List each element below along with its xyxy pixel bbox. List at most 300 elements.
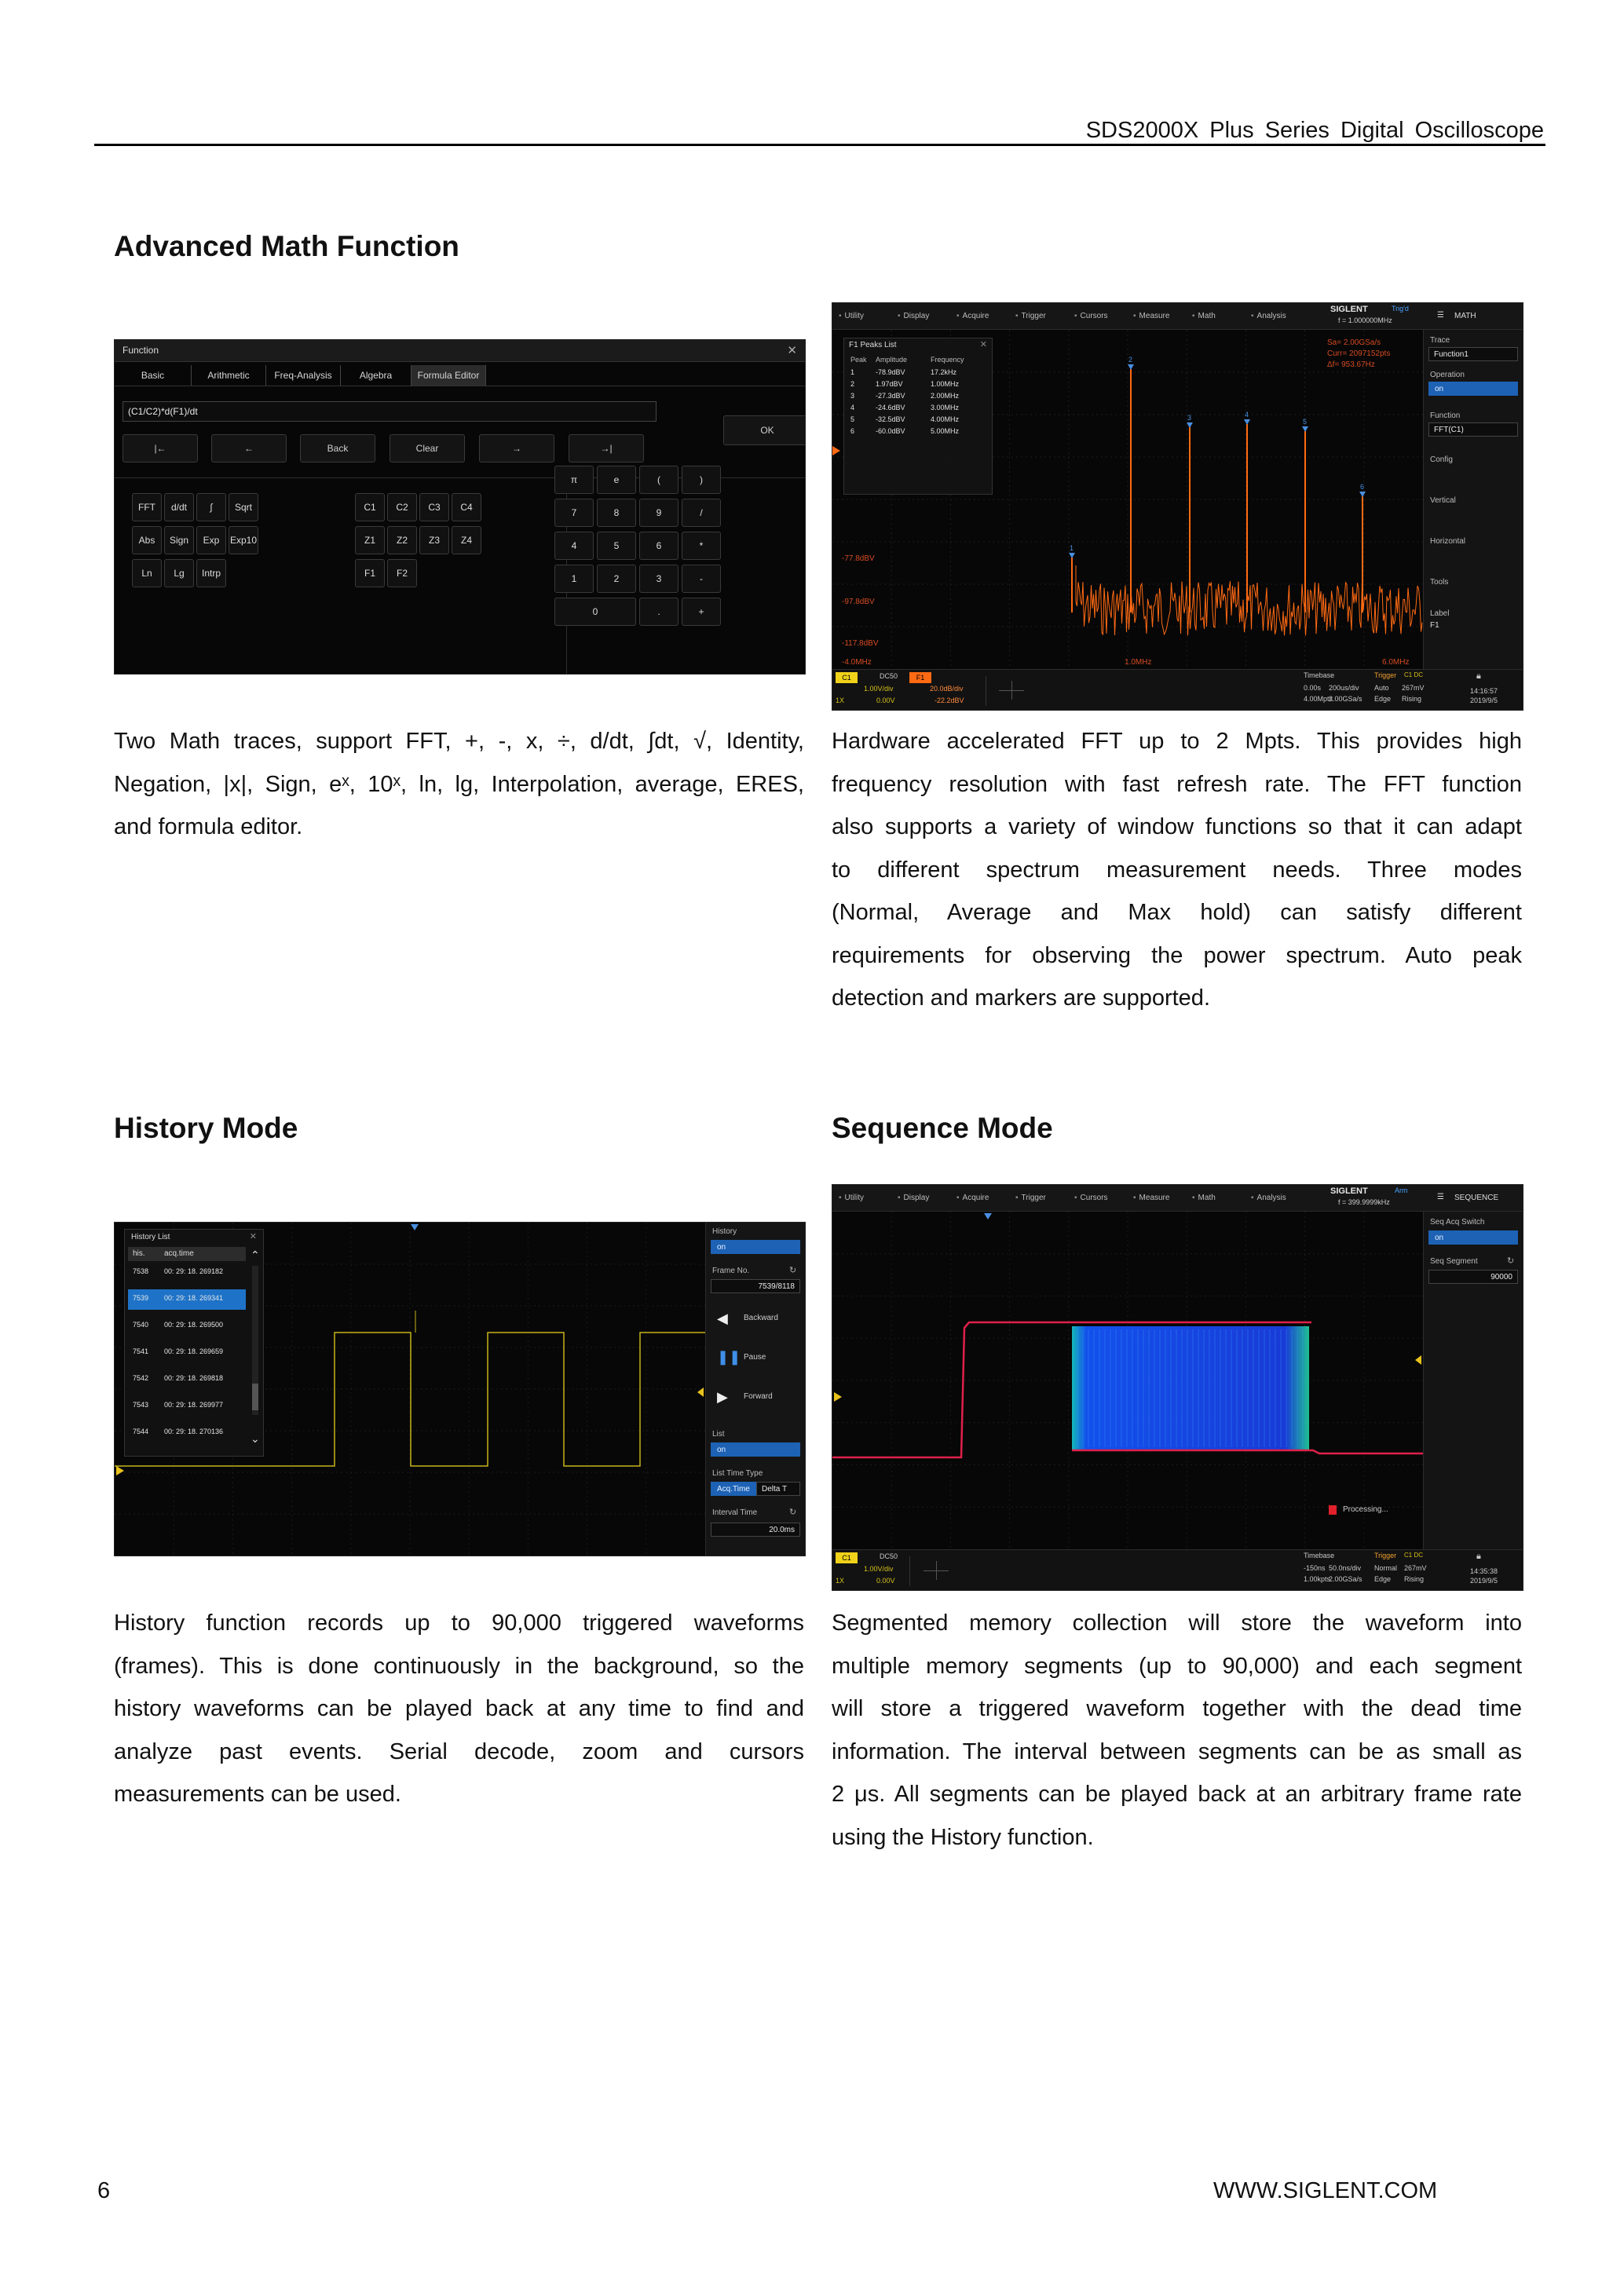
delta-f: Δf= 953.67Hz <box>1327 360 1375 369</box>
peak-marker <box>1187 422 1193 428</box>
back-button[interactable]: Back <box>300 434 375 462</box>
menu-label: Display <box>903 1194 930 1202</box>
function-key[interactable]: Exp10 <box>229 526 258 554</box>
trigger-mode: Normal <box>1374 1564 1398 1572</box>
heading-advanced-math: Advanced Math Function <box>114 230 459 262</box>
keypad-key[interactable]: ( <box>639 466 678 494</box>
menu-icon: ▪ <box>839 312 842 320</box>
row-index: 7540 <box>133 1321 149 1329</box>
add-channel-icon[interactable] <box>914 1553 961 1588</box>
scope-menu-bar <box>832 1185 1523 1212</box>
menu-label: Measure <box>1139 312 1170 320</box>
channel-offset-marker <box>116 1466 124 1475</box>
trigger-position-marker <box>411 1224 419 1230</box>
trigger-source: C1 DC <box>1404 671 1424 678</box>
menu-label: Acquire <box>962 312 989 320</box>
col-acq-time: acq.time <box>164 1249 194 1258</box>
menu-label: Math <box>1198 312 1216 320</box>
function-key[interactable]: Lg <box>164 559 194 587</box>
peaks-cell: 5 <box>850 415 855 423</box>
math-scale: 20.0dB/div <box>930 685 964 693</box>
keypad-key[interactable]: . <box>639 598 678 626</box>
menu-item-cursors[interactable] <box>1074 312 1108 320</box>
tab-freq-analysis[interactable]: Freq-Analysis <box>266 365 341 386</box>
peaks-cell: 1 <box>850 368 855 376</box>
keypad-key[interactable]: / <box>682 499 721 527</box>
timebase-label: Timebase <box>1304 671 1335 679</box>
document-header-title: SDS2000X Plus Series Digital Oscilloscope <box>1085 118 1544 143</box>
refresh-icon[interactable]: ↻ <box>1507 1256 1515 1266</box>
menu-item-math[interactable] <box>1192 312 1216 320</box>
cursor-end-button[interactable]: →| <box>569 434 644 462</box>
formula-editor-screenshot <box>114 339 806 675</box>
backward-button[interactable] <box>711 1301 800 1337</box>
menu-label: Measure <box>1139 1194 1170 1202</box>
acq-time-option[interactable]: Acq.Time <box>711 1482 756 1496</box>
menu-icon: ▪ <box>1192 1194 1195 1202</box>
pause-label: Pause <box>744 1353 766 1362</box>
peak-marker <box>1069 553 1075 558</box>
memory-depth: 4.00Mpts <box>1304 695 1333 703</box>
keypad-key[interactable]: + <box>682 598 721 626</box>
heading-sequence-mode: Sequence Mode <box>832 1112 1053 1144</box>
y-axis-label: -77.8dBV <box>842 554 875 563</box>
trace-label: Trace <box>1430 336 1450 345</box>
text-line: frequency resolution with fast refresh rate. The FFT function <box>832 771 1522 797</box>
label-item[interactable]: Label <box>1430 609 1450 618</box>
menu-title: SEQUENCE <box>1454 1194 1499 1202</box>
peaks-cell: -60.0dBV <box>876 427 905 435</box>
row-time: 00: 29: 18. 269659 <box>164 1347 224 1355</box>
peaks-header: Peak <box>850 356 867 364</box>
tab-algebra[interactable]: Algebra <box>341 365 411 386</box>
cursor-right-button[interactable]: → <box>479 434 554 462</box>
heading-history-mode: History Mode <box>114 1112 298 1144</box>
x-axis-label: 6.0MHz <box>1382 658 1410 667</box>
scrollbar-thumb[interactable] <box>252 1384 258 1410</box>
forward-label: Forward <box>744 1392 773 1401</box>
close-icon[interactable]: ✕ <box>979 340 987 349</box>
scroll-down-icon[interactable]: ⌄ <box>251 1432 260 1445</box>
clear-button[interactable]: Clear <box>390 434 465 462</box>
menu-label: Utility <box>844 1194 864 1202</box>
trigger-level: 267mV <box>1404 1564 1427 1572</box>
menu-icon: ▪ <box>839 1194 842 1202</box>
trigger-type: Edge <box>1374 1575 1392 1583</box>
menu-icon: ▪ <box>1015 312 1019 320</box>
row-time: 00: 29: 18. 269977 <box>164 1401 224 1409</box>
timebase-delay: -150ns <box>1304 1564 1326 1572</box>
keypad-key[interactable]: ) <box>682 466 721 494</box>
text-line: Hardware accelerated FFT up to 2 Mpts. This provides high <box>832 729 1522 754</box>
keypad-key[interactable]: π <box>554 466 594 494</box>
forward-icon: ▶ <box>717 1389 728 1405</box>
function-key[interactable]: Exp <box>196 526 226 554</box>
keypad-key[interactable]: - <box>682 565 721 593</box>
peaks-cell: 4.00MHz <box>931 415 960 423</box>
row-index: 7539 <box>133 1294 149 1302</box>
menu-item-cursors[interactable] <box>1074 1194 1108 1202</box>
seq-segment-field[interactable]: 90000 <box>1428 1270 1518 1284</box>
text-line: Two Math traces, support FFT, +, -, x, ÷, d/dt, ∫dt, √, Identity, <box>114 729 804 754</box>
row-index: 7543 <box>133 1401 149 1409</box>
keypad-key[interactable]: 7 <box>554 499 594 527</box>
scope-status-bar <box>832 1549 1523 1590</box>
keypad-key[interactable]: 5 <box>597 532 636 560</box>
keypad-key[interactable]: 3 <box>639 565 678 593</box>
operation-label: Operation <box>1430 371 1465 379</box>
function-key[interactable]: FFT <box>132 493 162 521</box>
function-key[interactable]: ∫ <box>196 493 226 521</box>
brand-logo: SIGLENT <box>1330 305 1368 314</box>
trigger-position-marker <box>984 1213 992 1219</box>
trigger-label: Trigger <box>1374 671 1397 679</box>
y-axis-label: -117.8dBV <box>842 639 879 648</box>
frequency-readout: f = 1.000000MHz <box>1338 316 1392 324</box>
text-line: and formula editor. <box>114 814 303 839</box>
peaks-cell: 3.00MHz <box>931 404 960 411</box>
menu-label: Trigger <box>1021 312 1046 320</box>
text-line: history waveforms can be played back at any time to find and <box>114 1696 804 1721</box>
timebase-delay: 0.00s <box>1304 684 1322 692</box>
acquisition-status: Arm <box>1395 1186 1408 1194</box>
peaks-list-panel <box>843 338 993 495</box>
history-sidebar <box>705 1223 805 1556</box>
sample-rate-footer: 2.00GSa/s <box>1329 695 1362 703</box>
forward-button[interactable] <box>711 1380 800 1416</box>
source-key[interactable]: C4 <box>452 493 481 521</box>
interval-time-field[interactable]: 20.0ms <box>711 1523 800 1537</box>
math-offset: -22.2dBV <box>935 696 964 704</box>
trigger-slope: Rising <box>1404 1575 1425 1583</box>
divider <box>909 1556 910 1586</box>
history-paragraph <box>114 1602 804 1816</box>
delta-t-option[interactable]: Delta T <box>756 1482 800 1496</box>
peaks-cell: 6 <box>850 427 855 435</box>
peaks-header: Amplitude <box>876 356 908 364</box>
horizontal-item[interactable]: Horizontal <box>1430 537 1466 546</box>
row-time: 00: 29: 18. 269182 <box>164 1267 224 1275</box>
refresh-icon[interactable]: ↻ <box>789 1508 797 1517</box>
seq-switch-label: Seq Acq Switch <box>1430 1218 1485 1227</box>
text-line: 2 μs. All segments can be played back at an arbitrary frame rate <box>832 1782 1522 1807</box>
frame-no-label: Frame No. <box>712 1267 750 1275</box>
menu-icon: ▪ <box>898 312 901 320</box>
menu-icon: ▪ <box>956 1194 960 1202</box>
list-icon: ☰ <box>1437 311 1444 320</box>
menu-icon: ▪ <box>1133 312 1136 320</box>
interval-time-label: Interval Time <box>712 1508 758 1517</box>
channel-badge[interactable]: C1 <box>836 1552 858 1563</box>
peaks-cell: 4 <box>850 404 855 411</box>
list-toggle[interactable]: on <box>711 1442 800 1457</box>
menu-label: Utility <box>844 312 864 320</box>
refresh-icon[interactable]: ↻ <box>789 1266 797 1275</box>
peaks-cell: 1.00MHz <box>931 380 960 388</box>
source-key[interactable]: C3 <box>419 493 449 521</box>
menu-icon: ▪ <box>1133 1194 1136 1202</box>
trace-select[interactable]: Function1 <box>1428 347 1518 361</box>
history-screenshot <box>114 1222 806 1556</box>
menu-label: Analysis <box>1256 1194 1286 1202</box>
math-left-paragraph <box>114 720 804 849</box>
seq-switch-toggle[interactable]: on <box>1428 1230 1518 1245</box>
peak-marker <box>1359 492 1366 497</box>
row-time: 00: 29: 18. 269500 <box>164 1321 224 1329</box>
trigger-level-marker <box>697 1387 704 1397</box>
table-row[interactable] <box>128 1316 246 1336</box>
close-icon[interactable]: ✕ <box>249 1232 257 1241</box>
menu-label: Display <box>903 312 930 320</box>
text-line: (Normal, Average and Max hold) can satisfy different <box>832 900 1522 925</box>
backward-label: Backward <box>744 1314 778 1322</box>
tab-formula-editor[interactable]: Formula Editor <box>411 365 486 386</box>
volts-per-div: 1.00V/div <box>864 1565 894 1573</box>
sequence-paragraph <box>832 1602 1522 1859</box>
text-line: Segmented memory collection will store the waveform into <box>832 1610 1522 1636</box>
trigger-slope: Rising <box>1402 695 1422 703</box>
menu-item-measure[interactable] <box>1133 312 1169 320</box>
source-key[interactable]: Z1 <box>355 526 385 554</box>
header-rule <box>94 144 1545 146</box>
text-line: measurements can be used. <box>114 1782 401 1807</box>
keypad-key[interactable]: 9 <box>639 499 678 527</box>
source-key[interactable]: F2 <box>387 559 417 587</box>
list-label: List <box>712 1430 725 1439</box>
scope-status-bar <box>832 669 1523 710</box>
menu-item-trigger[interactable] <box>1015 312 1046 320</box>
keypad-key[interactable]: * <box>682 532 721 560</box>
history-toggle[interactable]: on <box>711 1240 800 1254</box>
peaks-cell: -32.5dBV <box>876 415 905 423</box>
text-line: multiple memory segments (up to 90,000) and each segment <box>832 1653 1522 1679</box>
peaks-list-title: F1 Peaks List <box>849 341 897 349</box>
brand-logo: SIGLENT <box>1330 1186 1368 1196</box>
cursor-home-button[interactable]: |← <box>123 434 198 462</box>
math-offset-marker <box>832 446 840 455</box>
history-list-header <box>128 1247 246 1261</box>
menu-icon: ▪ <box>1015 1194 1019 1202</box>
function-key[interactable]: Abs <box>132 526 162 554</box>
history-list-title: History List <box>131 1233 170 1241</box>
dialog-titlebar <box>115 340 805 362</box>
menu-item-utility[interactable] <box>839 1194 864 1202</box>
current-points: Curr= 2097152pts <box>1327 349 1391 358</box>
menu-label: Cursors <box>1080 1194 1108 1202</box>
add-channel-icon[interactable] <box>989 673 1037 707</box>
menu-item-analysis[interactable] <box>1251 312 1286 320</box>
menu-icon: ▪ <box>898 1194 901 1202</box>
timebase-scale: 50.0ns/div <box>1329 1564 1362 1572</box>
row-time: 00: 29: 18. 269341 <box>164 1294 224 1302</box>
config-item[interactable]: Config <box>1430 455 1453 464</box>
peaks-cell: 5.00MHz <box>931 427 960 435</box>
text-line: History function records up to 90,000 triggered waveforms <box>114 1610 804 1636</box>
website: WWW.SIGLENT.COM <box>1213 2178 1438 2203</box>
trigger-status: Trig'd <box>1392 305 1409 313</box>
processing-text: Processing... <box>1343 1505 1388 1514</box>
math-right-paragraph <box>832 720 1522 1020</box>
keypad-key[interactable]: 1 <box>554 565 594 593</box>
table-row[interactable] <box>128 1263 246 1283</box>
menu-item-math[interactable] <box>1192 1194 1216 1202</box>
x-axis-label: 1.0MHz <box>1125 658 1152 667</box>
keypad-key[interactable]: 2 <box>597 565 636 593</box>
peaks-header: Frequency <box>931 356 964 364</box>
tab-arithmetic[interactable]: Arithmetic <box>192 365 266 386</box>
list-icon: ☰ <box>1437 1193 1444 1201</box>
clock-date: 2019/9/5 <box>1470 696 1498 704</box>
menu-label: Acquire <box>962 1194 989 1202</box>
menu-label: Trigger <box>1021 1194 1046 1202</box>
offset: 0.00V <box>876 1577 895 1585</box>
pause-button[interactable] <box>711 1340 800 1377</box>
peak-marker <box>1302 426 1308 432</box>
scroll-up-icon[interactable]: ⌃ <box>251 1249 260 1261</box>
clock-time: 14:35:38 <box>1470 1567 1498 1575</box>
keypad-key[interactable]: 8 <box>597 499 636 527</box>
peak-marker-label: 5 <box>1303 418 1308 426</box>
text-line: using the History function. <box>832 1824 1094 1850</box>
row-time: 00: 29: 18. 270136 <box>164 1428 224 1435</box>
peaks-cell: 17.2kHz <box>931 368 957 376</box>
menu-item-trigger[interactable] <box>1015 1194 1046 1202</box>
segment-envelope <box>1072 1326 1309 1450</box>
ok-button[interactable]: OK <box>723 415 806 445</box>
menu-item-acquire[interactable] <box>956 1194 989 1202</box>
table-row[interactable] <box>128 1289 246 1310</box>
menu-icon: ▪ <box>1074 1194 1077 1202</box>
coupling: DC50 <box>880 672 898 680</box>
peaks-cell: -24.6dBV <box>876 404 905 411</box>
frequency-readout: f = 399.9999kHz <box>1338 1198 1390 1206</box>
table-row[interactable] <box>128 1396 246 1417</box>
keypad-key[interactable]: 0 <box>554 598 636 626</box>
history-list-panel <box>124 1229 264 1457</box>
probe: 1X <box>836 696 845 704</box>
menu-item-display[interactable] <box>898 1194 929 1202</box>
tab-basic[interactable]: Basic <box>115 365 192 386</box>
channel-offset-marker <box>834 1392 842 1402</box>
vertical-item[interactable]: Vertical <box>1430 496 1456 505</box>
row-time: 00: 29: 18. 269818 <box>164 1374 224 1382</box>
peaks-cell: 3 <box>850 392 855 400</box>
menu-icon: ▪ <box>1074 312 1077 320</box>
peak-marker-label: 1 <box>1070 544 1074 552</box>
fft-info <box>1327 338 1390 371</box>
history-label: History <box>712 1227 737 1236</box>
text-line: detection and markers are supported. <box>832 985 1210 1011</box>
cursor-left-button[interactable]: ← <box>211 434 287 462</box>
formula-input[interactable]: (C1/C2)*d(F1)/dt <box>123 401 657 422</box>
source-key[interactable]: Z2 <box>387 526 417 554</box>
menu-item-analysis[interactable] <box>1251 1194 1286 1202</box>
trigger-label: Trigger <box>1374 1552 1397 1559</box>
keypad-key[interactable]: 6 <box>639 532 678 560</box>
x-axis-label: -4.0MHz <box>842 658 872 667</box>
math-badge[interactable]: F1 <box>909 672 931 683</box>
sequence-waveform <box>832 1212 1423 1549</box>
peak-marker <box>1244 419 1250 425</box>
function-key[interactable]: Sqrt <box>229 493 258 521</box>
function-key[interactable]: Ln <box>132 559 162 587</box>
text-line: requirements for observing the power spectrum. Auto peak <box>832 942 1522 968</box>
peaks-cell: 2.00MHz <box>931 392 960 400</box>
channel-badge[interactable]: C1 <box>836 672 858 683</box>
reference-trace-low <box>1072 1450 1423 1453</box>
operation-toggle[interactable]: on <box>1428 382 1518 396</box>
text-line: (frames). This is done continuously in the background, so the <box>114 1653 804 1679</box>
trigger-level-marker <box>1415 1355 1421 1365</box>
table-row[interactable] <box>128 1343 246 1363</box>
lock-icon: 🔒︎ <box>1476 671 1481 681</box>
menu-item-acquire[interactable] <box>956 312 989 320</box>
menu-item-display[interactable] <box>898 312 929 320</box>
source-key[interactable]: C1 <box>355 493 385 521</box>
function-key[interactable]: Sign <box>164 526 194 554</box>
keypad-key[interactable]: e <box>597 466 636 494</box>
peaks-cell: -78.9dBV <box>876 368 905 376</box>
menu-label: Analysis <box>1256 312 1286 320</box>
coupling: DC50 <box>880 1552 898 1560</box>
menu-item-utility[interactable] <box>839 312 864 320</box>
menu-title: MATH <box>1454 312 1476 320</box>
volts-per-div: 1.00V/div <box>864 685 894 693</box>
dialog-title: Function <box>123 345 159 356</box>
pause-icon: ❚❚ <box>717 1349 741 1365</box>
text-line: also supports a variety of window functions so that it can adapt <box>832 814 1522 839</box>
menu-label: Math <box>1198 1194 1216 1202</box>
peaks-cell: 1.97dBV <box>876 380 903 388</box>
frame-number-field[interactable]: 7539/8118 <box>711 1279 800 1293</box>
menu-item-measure[interactable] <box>1133 1194 1169 1202</box>
sample-rate: Sa= 2.00GSa/s <box>1327 338 1381 347</box>
scope-menu-bar <box>832 303 1523 330</box>
seq-segment-label: Seq Segment <box>1430 1257 1478 1266</box>
source-key[interactable]: C2 <box>387 493 417 521</box>
text-line: Negation, |x|, Sign, eˣ, 10ˣ, ln, lg, Interpolation, average, ERES, <box>114 771 804 797</box>
function-label: Function <box>1430 411 1461 420</box>
function-value[interactable]: FFT(C1) <box>1428 422 1518 437</box>
close-icon[interactable]: ✕ <box>787 344 797 357</box>
source-key[interactable]: Z4 <box>452 526 481 554</box>
probe: 1X <box>836 1577 845 1585</box>
fft-screenshot <box>832 302 1523 711</box>
peak-marker-label: 4 <box>1245 411 1249 419</box>
function-key[interactable]: Intrp <box>196 559 226 587</box>
source-key[interactable]: Z3 <box>419 526 449 554</box>
function-key[interactable]: d/dt <box>164 493 194 521</box>
table-row[interactable] <box>128 1423 246 1443</box>
peak-marker <box>1128 364 1134 370</box>
tools-item[interactable]: Tools <box>1430 578 1449 587</box>
source-key[interactable]: F1 <box>355 559 385 587</box>
keypad-key[interactable]: 4 <box>554 532 594 560</box>
table-row[interactable] <box>128 1369 246 1390</box>
menu-icon: ▪ <box>1251 312 1254 320</box>
trigger-mode: Auto <box>1374 684 1389 692</box>
row-index: 7541 <box>133 1347 149 1355</box>
timebase-label: Timebase <box>1304 1552 1335 1559</box>
sequence-screenshot <box>832 1184 1523 1591</box>
memory-depth: 1.00kpts <box>1304 1575 1331 1583</box>
list-time-type-label: List Time Type <box>712 1469 763 1478</box>
scrollbar-track[interactable] <box>252 1266 258 1415</box>
trigger-source: C1 DC <box>1404 1552 1424 1559</box>
math-sidebar <box>1423 330 1523 669</box>
peaks-cell: 2 <box>850 380 855 388</box>
peaks-cell: -27.3dBV <box>876 392 905 400</box>
